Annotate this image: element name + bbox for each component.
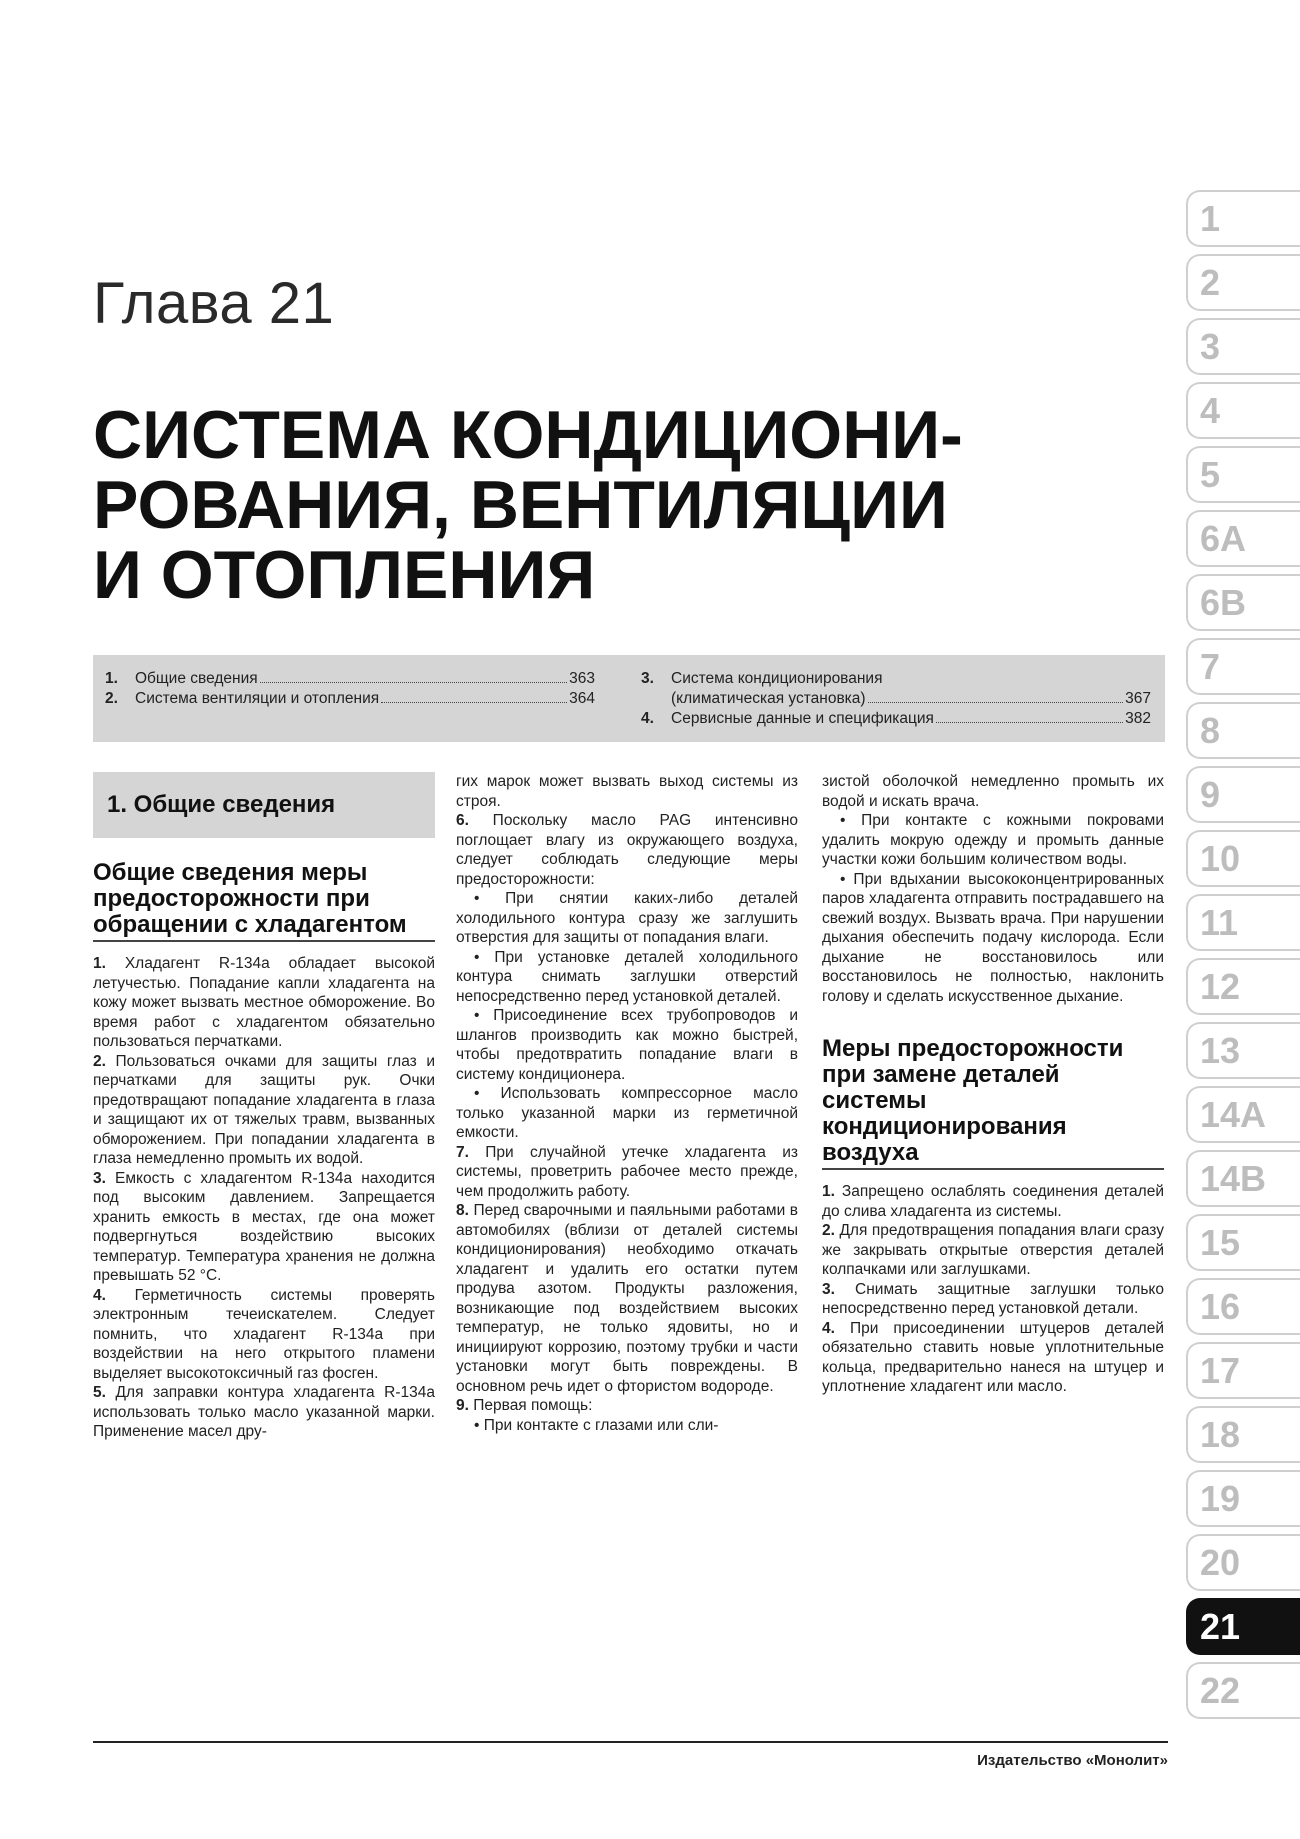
chapter-tab-7[interactable]: 7 <box>1186 638 1300 695</box>
chapter-tab-9[interactable]: 9 <box>1186 766 1300 823</box>
toc-number: 2. <box>105 690 118 707</box>
toc-column-right <box>641 669 1151 729</box>
paragraph <box>456 1396 798 1416</box>
paragraph-list <box>93 954 435 1442</box>
chapter-title-line: РОВАНИЯ, ВЕНТИЛЯЦИИ <box>93 467 948 543</box>
paragraph <box>93 1286 435 1384</box>
bullet-paragraph <box>456 1084 798 1143</box>
chapter-tab-19[interactable]: 19 <box>1186 1470 1300 1527</box>
chapter-tab-10[interactable]: 10 <box>1186 830 1300 887</box>
toc-entry-continued[interactable] <box>641 689 1151 709</box>
paragraph <box>93 1169 435 1286</box>
paragraph-number: 7. <box>456 1143 469 1161</box>
toc-page: 367 <box>1125 690 1151 707</box>
toc-entry[interactable] <box>105 669 595 689</box>
paragraph-text: • Использовать компрессорное масло только указанной марки из герметичной емкости. <box>456 1085 798 1141</box>
paragraph <box>93 1383 435 1442</box>
chapter-tab-5[interactable]: 5 <box>1186 446 1300 503</box>
paragraph-text: При присоединении штуцеров деталей обязательно ставить новые уплотнительные кольца, предварительно нанеся на штуцер и уплотнение хладагент или масло. <box>822 1319 1164 1395</box>
text-column-1 <box>93 772 435 1442</box>
chapter-tab-16[interactable]: 16 <box>1186 1278 1300 1335</box>
toc-leader <box>260 682 567 683</box>
paragraph-text: Для заправки контура хладагента R-134a использовать только масло указанной марки. Применение масел дру- <box>93 1384 436 1440</box>
footer-divider <box>93 1741 1168 1743</box>
paragraph-text: зистой оболочкой немедленно промыть их водой и искать врача. <box>822 773 1164 810</box>
paragraph-number: 5. <box>93 1384 106 1401</box>
toc-number: 3. <box>641 670 654 687</box>
paragraph-number: 2. <box>93 1052 106 1070</box>
toc-title: Система вентиляции и отопления <box>135 690 380 707</box>
chapter-tab-17[interactable]: 17 <box>1186 1342 1300 1399</box>
paragraph <box>822 1280 1164 1319</box>
chapter-tab-8[interactable]: 8 <box>1186 702 1300 759</box>
toc-title: Сервисные данные и спецификация <box>671 710 934 727</box>
bullet-paragraph <box>456 889 798 948</box>
chapter-tabs <box>1186 190 1300 1726</box>
paragraph-number: 6. <box>456 812 469 829</box>
paragraph-text: Для предотвращения попадания влаги сразу же закрывать открытые отверстия деталей колпачками или заглушками. <box>822 1222 1164 1278</box>
bullet-paragraph <box>456 948 798 1007</box>
paragraph-text: • При контакте с глазами или сли- <box>474 1416 719 1434</box>
chapter-tab-14a[interactable]: 14A <box>1186 1086 1300 1143</box>
paragraph <box>456 772 798 811</box>
paragraph-text: • При установке деталей холодильного контура снимать заглушки отверстий непосредственно перед установкой деталей. <box>456 948 798 1005</box>
paragraph <box>822 1319 1164 1397</box>
paragraph <box>93 954 435 1052</box>
toc-column-left <box>105 669 595 709</box>
toc-title: Система кондиционирования <box>671 670 883 687</box>
paragraph-text: • При снятии каких-либо деталей холодильного контура сразу же заглушить отверстия для защиты от попадания влаги. <box>456 890 798 946</box>
chapter-tab-2[interactable]: 2 <box>1186 254 1300 311</box>
paragraph-text: Емкость с хладагентом R-134a находится под высоким давлением. Запрещается хранить емкость в местах, где она может подвергнуться воздействию высоких температур. Температура хранения не должна превышать 52 °С. <box>93 1169 436 1284</box>
chapter-tab-13[interactable]: 13 <box>1186 1022 1300 1079</box>
paragraph <box>822 1221 1164 1280</box>
chapter-tab-15[interactable]: 15 <box>1186 1214 1300 1271</box>
toc-page: 364 <box>569 690 595 707</box>
paragraph-number: 8. <box>456 1202 469 1219</box>
paragraph-text: Пользоваться очками для защиты глаз и перчатками для защиты рук. Очки предотвращают попадание хладагента в глаза и защищают их от тяжелых травм, вызванных обморожением. При попадании хладагента в глаза немедленно промыть их водой. <box>93 1052 435 1167</box>
paragraph-list <box>822 1182 1164 1397</box>
chapter-title <box>93 397 1013 613</box>
toc-entry[interactable] <box>105 689 595 709</box>
chapter-tab-18[interactable]: 18 <box>1186 1406 1300 1463</box>
chapter-tab-12[interactable]: 12 <box>1186 958 1300 1015</box>
publisher-credit: Издательство «Монолит» <box>977 1752 1168 1769</box>
table-of-contents <box>93 655 1165 742</box>
toc-page: 363 <box>569 670 595 687</box>
paragraph-text: Поскольку масло PAG интенсивно поглощает влагу из окружающего воздуха, следует соблюдать следующие меры предосторожности: <box>456 812 798 888</box>
paragraph-text: Хладагент R-134a обладает высокой летучестью. Попадание капли хладагента на кожу может вызвать местное обморожение. Во время работ с хладагентом обязательно пользоваться перчатками. <box>93 955 435 1050</box>
chapter-title-line: И ОТОПЛЕНИЯ <box>93 537 596 613</box>
paragraph-text: Запрещено ослаблять соединения деталей до слива хладагента из системы. <box>822 1183 1164 1220</box>
toc-page: 382 <box>1125 710 1151 727</box>
toc-leader <box>936 722 1123 723</box>
toc-title: Общие сведения <box>135 670 258 687</box>
bullet-paragraph <box>822 870 1164 1007</box>
subsection-heading: Меры предосторожности при замене деталей системы кондиционирования воздуха <box>822 1036 1164 1170</box>
subsection-heading: Общие сведения меры предосторожности при обращении с хладагентом <box>93 860 435 942</box>
paragraph-number: 2. <box>822 1222 835 1239</box>
paragraph <box>456 1201 798 1396</box>
chapter-tab-14b[interactable]: 14B <box>1186 1150 1300 1207</box>
toc-entry[interactable] <box>641 709 1151 729</box>
paragraph-list <box>456 772 798 1435</box>
paragraph <box>93 1052 435 1169</box>
paragraph-list <box>822 772 1164 1006</box>
bullet-paragraph <box>822 811 1164 870</box>
paragraph-text: • Присоединение всех трубопроводов и шлангов производить как можно быстрей, чтобы предотвратить попадание влаги в систему кондиционера. <box>456 1007 798 1083</box>
chapter-tab-22[interactable]: 22 <box>1186 1662 1300 1719</box>
toc-leader <box>868 702 1124 703</box>
paragraph-number: 3. <box>93 1169 106 1187</box>
paragraph-number: 3. <box>822 1280 835 1298</box>
chapter-title-line: СИСТЕМА КОНДИЦИОНИ- <box>93 397 963 473</box>
paragraph-number: 4. <box>822 1319 835 1337</box>
paragraph <box>822 1182 1164 1221</box>
chapter-tab-6b[interactable]: 6B <box>1186 574 1300 631</box>
paragraph-text: Снимать защитные заглушки только непосредственно перед установкой детали. <box>822 1280 1164 1317</box>
text-column-3 <box>822 772 1164 1397</box>
paragraph-number: 1. <box>93 955 106 972</box>
toc-title: (климатическая установка) <box>671 690 866 707</box>
text-column-2 <box>456 772 798 1435</box>
chapter-tab-20[interactable]: 20 <box>1186 1534 1300 1591</box>
paragraph-text: Герметичность системы проверять электронным течеискателем. Следует помнить, что хладагент R-134a при воздействии на него открытого пламени выделяет высокотоксичный газ фосген. <box>93 1286 435 1382</box>
chapter-tab-11[interactable]: 11 <box>1186 894 1300 951</box>
chapter-tab-4[interactable]: 4 <box>1186 382 1300 439</box>
toc-leader <box>381 702 567 703</box>
chapter-label: Глава 21 <box>93 271 335 336</box>
paragraph <box>456 811 798 889</box>
paragraph-text: Перед сварочными и паяльными работами в автомобилях (вблизи от деталей системы кондиционирования) необходимо откачать хладагент и удалить его остатки путем продува азотом. Продукты разложения, возникающие под воздействием высоких температур, не только ядовиты, но и инициируют коррозию, поэтому трубки и части установки могут быть повреждены. В основном речь идет о фтористом водороде. <box>456 1202 798 1395</box>
bullet-paragraph <box>456 1416 798 1436</box>
paragraph-text: • При вдыхании высококонцентрированных паров хладагента отправить пострадавшего на свежий воздух. Вызвать врача. При нарушении дыхания обеспечить подачу кислорода. Если дыхание не восстановилось или восстановилось не полностью, наклонить голову и сделать искусственное дыхание. <box>822 870 1164 1005</box>
toc-number: 4. <box>641 710 654 727</box>
paragraph-number: 4. <box>93 1286 106 1304</box>
paragraph-text: гих марок может вызвать выход системы из строя. <box>456 773 798 810</box>
paragraph-number: 1. <box>822 1183 835 1200</box>
paragraph <box>456 1143 798 1202</box>
toc-entry[interactable] <box>641 669 1151 689</box>
paragraph <box>822 772 1164 811</box>
paragraph-number: 9. <box>456 1397 469 1414</box>
paragraph-text: • При контакте с кожными покровами удалить мокрую одежду и промыть данные участки кожи большим количеством воды. <box>822 812 1164 868</box>
bullet-paragraph <box>456 1006 798 1084</box>
paragraph-text: При случайной утечке хладагента из системы, проветрить рабочее место прежде, чем продолжить работу. <box>456 1143 798 1200</box>
toc-number: 1. <box>105 670 118 687</box>
chapter-tab-6a[interactable]: 6A <box>1186 510 1300 567</box>
paragraph-text: Первая помощь: <box>473 1397 593 1414</box>
section-heading: 1. Общие сведения <box>93 772 435 838</box>
chapter-tab-21[interactable]: 21 <box>1186 1598 1300 1655</box>
chapter-tab-1[interactable]: 1 <box>1186 190 1300 247</box>
chapter-tab-3[interactable]: 3 <box>1186 318 1300 375</box>
